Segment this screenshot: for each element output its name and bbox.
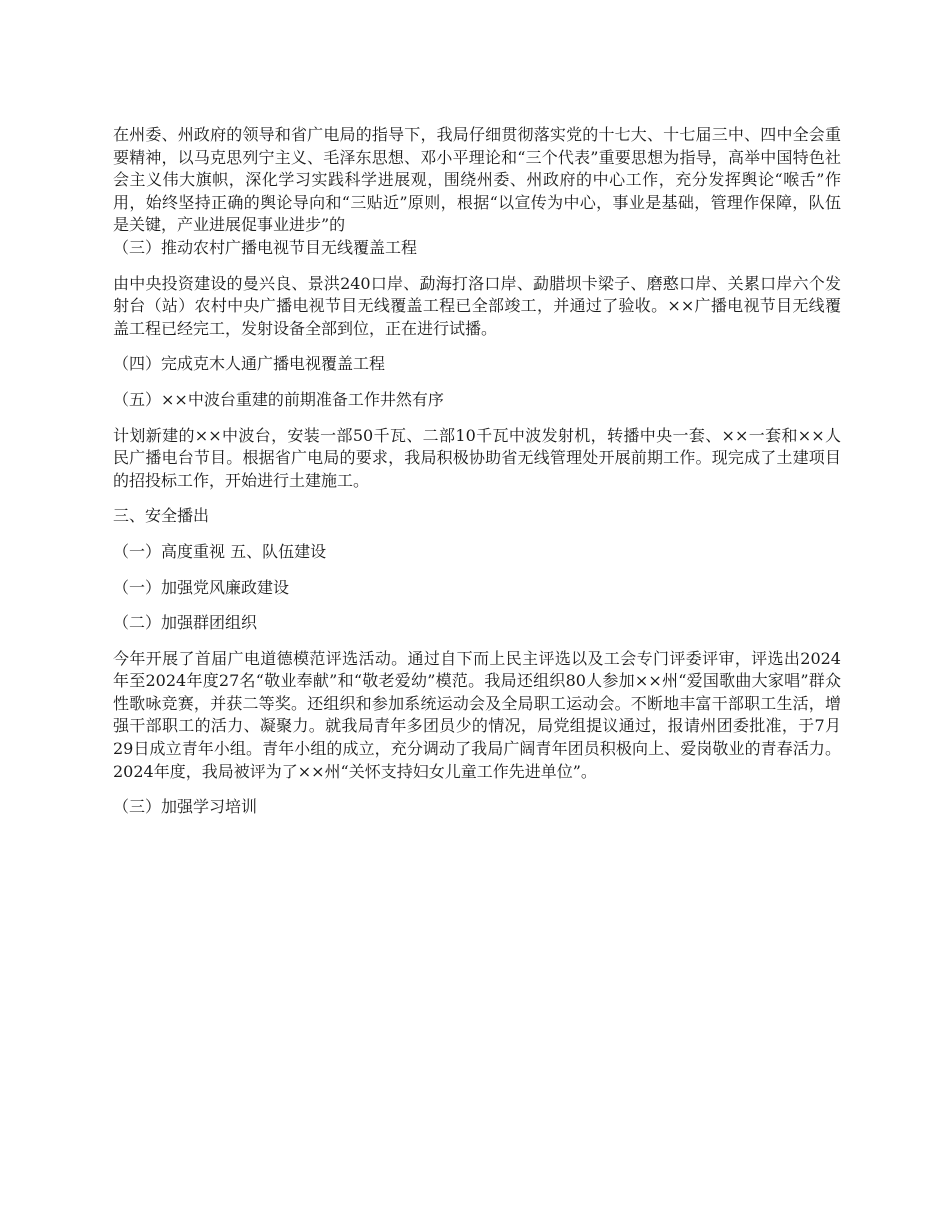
- document-body: [113, 124, 841, 819]
- heading-kemu-coverage: （四）完成克木人通广播电视覆盖工程: [113, 354, 386, 374]
- heading-high-attention: （一）高度重视 五、队伍建设: [113, 541, 327, 561]
- paragraph-intro: 在州委、州政府的领导和省广电局的指导下，我局仔细贯彻落实党的十七大、十七届三中、四中全会重要精神，以马克思列宁主义、毛泽东思想、邓小平理论和“三个代表”重要思想为指导，高举中国特色社会主义伟大旗帜，深化学习实践科学进展观，围绕州委、州政府的中心工作，充分发挥舆论“喉舌”作用，始终坚持正确的舆论导向和“三贴近”原则，根据“以宣传为中心，事业是基础，管理作保障，队伍是关键，产业进展促事业进步”的: [113, 125, 841, 235]
- paragraph-rural-coverage: 由中央投资建设的曼兴良、景洪240口岸、勐海打洛口岸、勐腊坝卡梁子、磨憨口岸、关累口岸六个发射台（站）农村中央广播电视节目无线覆盖工程已全部竣工，并通过了验收。××广播电视节目无线覆盖工程已经完工，发射设备全部到位，正在进行试播。: [113, 273, 841, 338]
- paragraph-moral-models: 今年开展了首届广电道德模范评选活动。通过自下而上民主评选以及工会专门评委评审，评选出2024年至2024年度27名“敬业奉献”和“敬老爱幼”模范。我局还组织80人参加××州“爱国歌曲大家唱”群众性歌咏竞赛，并获二等奖。还组织和参加系统运动会及全局职工运动会。不断地丰富干部职工生活，增强干部职工的活力、凝聚力。就我局青年多团员少的情况，局党组提议通过，报请州团委批准，于7月29日成立青年小组。青年小组的成立，充分调动了我局广阔青年团员积极向上、爱岗敬业的青春活力。2024年度，我局被评为了××州“关怀支持妇女儿童工作先进单位”。: [113, 648, 841, 781]
- heading-party-integrity: （一）加强党风廉政建设: [113, 577, 290, 597]
- heading-safe-broadcast: 三、安全播出: [113, 506, 210, 526]
- paragraph-mw-station: 计划新建的××中波台，安装一部50千瓦、二部10千瓦中波发射机，转播中央一套、××一套和××人民广播电台节目。根据省广电局的要求，我局积极协助省无线管理处开展前期工作。现完成了土建项目的招投标工作，开始进行土建施工。: [113, 425, 841, 490]
- heading-rural-coverage: （三）推动农村广播电视节目无线覆盖工程: [113, 237, 418, 257]
- heading-training: （三）加强学习培训: [113, 797, 258, 817]
- heading-mw-station: （五）××中波台重建的前期准备工作井然有序: [113, 389, 444, 409]
- heading-mass-organizations: （二）加强群团组织: [113, 613, 258, 633]
